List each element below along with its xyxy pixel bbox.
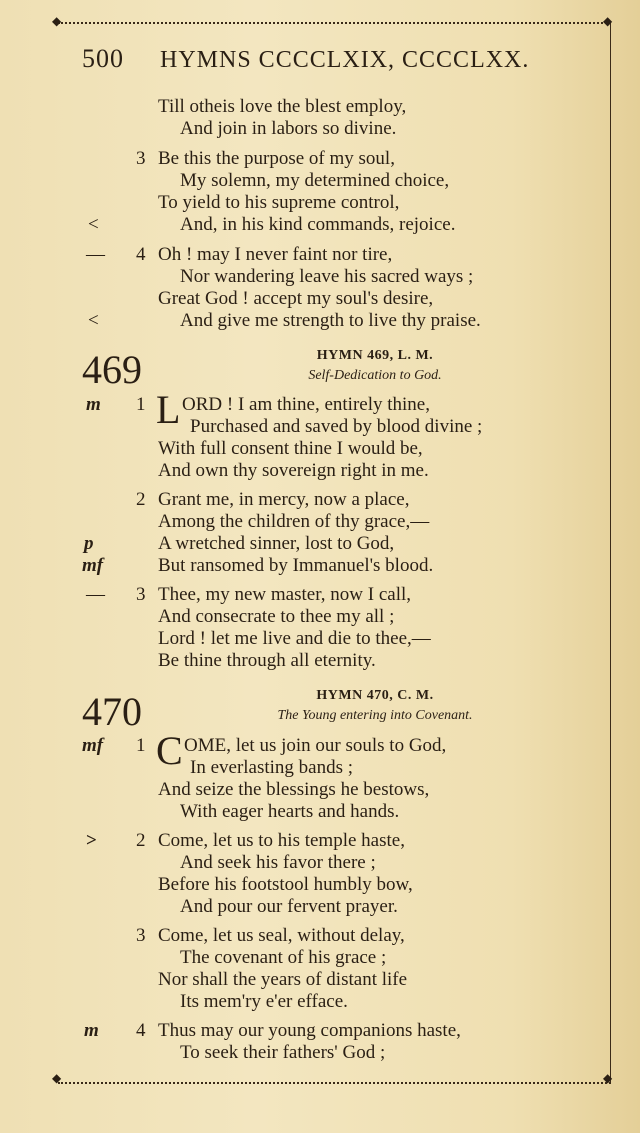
dynamic-mark: <: [88, 310, 99, 331]
header-title: HYMNS CCCCLXIX, CCCCLXX.: [160, 47, 530, 73]
verse-line: Thee, my new master, now I call,: [158, 584, 412, 605]
dynamic-mark: >: [86, 830, 97, 851]
verse-number: 1: [136, 394, 146, 415]
verse-line: Be thine through all eternity.: [158, 650, 376, 671]
verse-line: And, in his kind commands, rejoice.: [180, 214, 456, 235]
verse-line: And own thy sovereign right in me.: [158, 460, 429, 481]
verse-line: A wretched sinner, lost to God,: [158, 533, 395, 554]
verse-line: To seek their fathers' God ;: [180, 1042, 386, 1063]
border-ornament: ◆: [603, 14, 613, 28]
verse-number: 4: [136, 1020, 146, 1041]
verse-number: 2: [136, 489, 146, 510]
verse-number: 1: [136, 735, 146, 756]
dynamic-mark: —: [86, 244, 105, 265]
verse-line: Be this the purpose of my soul,: [158, 148, 395, 169]
running-header: [82, 44, 530, 74]
verse-number: 3: [136, 584, 146, 605]
verse-line: And seize the blessings he bestows,: [158, 779, 430, 800]
dynamic-mark: m: [84, 1020, 99, 1041]
verse-number: 3: [136, 148, 146, 169]
hymn-title: HYMN 470, C. M.: [316, 688, 434, 703]
verse-line: And give me strength to live thy praise.: [180, 310, 481, 331]
verse-line: And seek his favor there ;: [180, 852, 376, 873]
verse-line: Nor shall the years of distant life: [158, 969, 408, 990]
verse-line: Lord ! let me live and die to thee,—: [158, 628, 431, 649]
verse-line: Among the children of thy grace,—: [158, 511, 430, 532]
verse-line: Come, let us to his temple haste,: [158, 830, 405, 851]
drop-cap: L: [156, 387, 181, 432]
verse-line: Oh ! may I never faint nor tire,: [158, 244, 393, 265]
verse-line: Thus may our young companions haste,: [158, 1020, 461, 1041]
verse-line: And join in labors so divine.: [180, 118, 397, 139]
dynamic-mark: mf: [82, 735, 104, 756]
verse-line: But ransomed by Immanuel's blood.: [158, 555, 434, 576]
verse-line: In everlasting bands ;: [190, 757, 354, 778]
verse-line: The covenant of his grace ;: [180, 947, 387, 968]
verse-number: 4: [136, 244, 146, 265]
verse-line: Great God ! accept my soul's desire,: [158, 288, 434, 309]
border-ornament: ◆: [52, 1071, 62, 1085]
verse-line: Purchased and saved by blood divine ;: [190, 416, 483, 437]
verse-line: Till otheis love the blest employ,: [158, 96, 407, 117]
hymn-subtitle: The Young entering into Covenant.: [277, 708, 473, 723]
verse-line: Grant me, in mercy, now a place,: [158, 489, 410, 510]
dynamic-mark: p: [84, 533, 94, 554]
verse-line: ORD ! I am thine, entirely thine,: [182, 394, 430, 415]
hymn-subtitle: Self-Dedication to God.: [308, 368, 442, 383]
verse-line: Its mem'ry e'er efface.: [180, 991, 348, 1012]
hymn-number: 469: [82, 347, 142, 392]
verse-line: Nor wandering leave his sacred ways ;: [180, 266, 474, 287]
verse-line: With eager hearts and hands.: [180, 801, 400, 822]
verse-line: My solemn, my determined choice,: [180, 170, 450, 191]
verse-line: And consecrate to thee my all ;: [158, 606, 395, 627]
dynamic-mark: m: [86, 394, 101, 415]
dynamic-mark: mf: [82, 555, 104, 576]
border-ornament: ◆: [52, 14, 62, 28]
page-number: 500: [82, 44, 124, 73]
verse-line: To yield to his supreme control,: [158, 192, 400, 213]
dynamic-mark: —: [86, 584, 105, 605]
verse-line: Before his footstool humbly bow,: [158, 874, 413, 895]
hymn-number: 470: [82, 689, 142, 734]
border-ornament: ◆: [603, 1071, 613, 1085]
verse-line: Come, let us seal, without delay,: [158, 925, 405, 946]
verse-line: With full consent thine I would be,: [158, 438, 423, 459]
verse-number: 3: [136, 925, 146, 946]
dynamic-mark: <: [88, 214, 99, 235]
verse-line: And pour our fervent prayer.: [180, 896, 398, 917]
verse-line: OME, let us join our souls to God,: [184, 735, 447, 756]
drop-cap: C: [156, 728, 183, 773]
hymn-title: HYMN 469, L. M.: [316, 348, 434, 363]
verse-number: 2: [136, 830, 146, 851]
